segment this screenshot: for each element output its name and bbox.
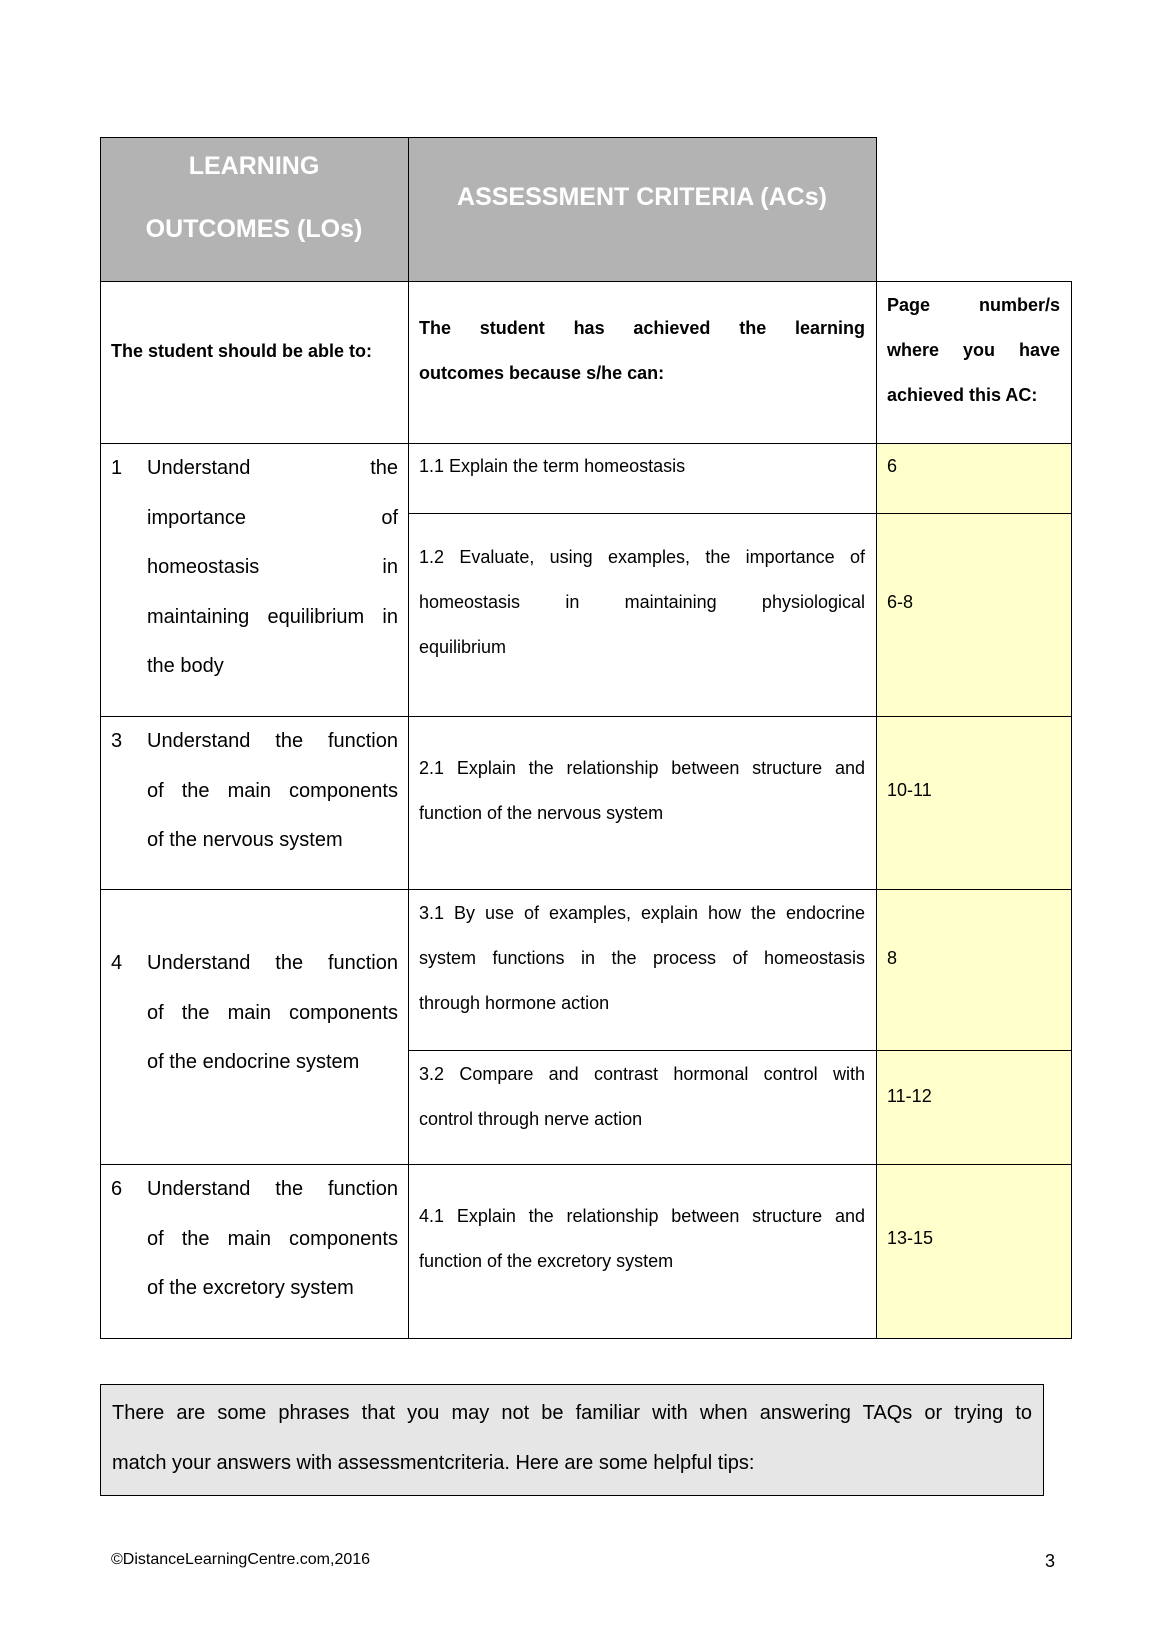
footer-page-number: 3 <box>1045 1551 1056 1571</box>
page-number-value: 8 <box>887 948 898 968</box>
outcome-number: 3 <box>111 730 123 752</box>
table-border <box>1071 281 1072 1338</box>
table-border <box>408 513 1072 514</box>
criterion-text: 1.2 Evaluate, using examples, the importance of homeostasis in maintaining physiological equilibrium <box>419 547 865 657</box>
criterion-text: 1.1 Explain the term homeostasis <box>419 456 686 476</box>
table-border <box>100 1338 1072 1339</box>
tips-text: There are some phrases that you may not be familiar with when answering TAQs or trying to match your answers with assessmentcriteria. Here are some helpful tips: <box>112 1402 1032 1474</box>
outcome-number: 1 <box>111 457 123 479</box>
page-number-value: 6-8 <box>887 592 914 612</box>
page-number-value: 11-12 <box>887 1086 932 1106</box>
criterion-text: 4.1 Explain the relationship between structure and function of the excretory system <box>419 1206 865 1271</box>
header-lo-line: OUTCOMES (LOs) <box>145 215 363 243</box>
table-border <box>100 137 101 1338</box>
table-border <box>100 889 1072 890</box>
table-border <box>876 137 877 1338</box>
page-number-value: 10-11 <box>887 780 932 800</box>
criterion-text: 3.2 Compare and contrast hormonal control with control through nerve action <box>419 1064 865 1129</box>
header-assessment-criteria: ASSESSMENT CRITERIA (ACs) <box>457 183 827 211</box>
lo-intro-text: The student should be able to: <box>111 341 372 361</box>
page-cell <box>876 443 1071 513</box>
outcome-text: Understand the function of the main components of the endocrine system <box>147 952 398 1073</box>
outcome-number: 4 <box>111 952 123 974</box>
outcome-number: 6 <box>111 1178 123 1200</box>
criterion-text: 2.1 Explain the relationship between structure and function of the nervous system <box>419 758 865 823</box>
outcome-text: Understand the function of the main components of the excretory system <box>147 1178 398 1299</box>
outcome-text: Understand the importance of homeostasis in maintaining equilibrium in the body <box>147 457 398 677</box>
page-number-value: 13-15 <box>887 1228 934 1248</box>
header-lo-line: LEARNING <box>188 152 320 180</box>
page-cell <box>876 889 1071 1050</box>
page-intro-text: Page number/s where you have achieved this AC: <box>887 295 1060 405</box>
tips-box <box>100 1384 1044 1496</box>
footer-copyright: ©DistanceLearningCentre.com,2016 <box>111 1551 371 1568</box>
criterion-text: 3.1 By use of examples, explain how the endocrine system functions in the process of homeostasis through hormone action <box>419 903 865 1013</box>
table-border <box>408 1050 1072 1051</box>
table-border <box>408 137 409 1338</box>
header-learning-outcomes <box>100 135 408 261</box>
outcome-text: Understand the function of the main components of the nervous system <box>147 730 398 851</box>
table-border <box>100 281 1072 282</box>
ac-intro-text: The student has achieved the learning outcomes because s/he can: <box>419 318 865 383</box>
page-number-value: 6 <box>887 456 898 476</box>
